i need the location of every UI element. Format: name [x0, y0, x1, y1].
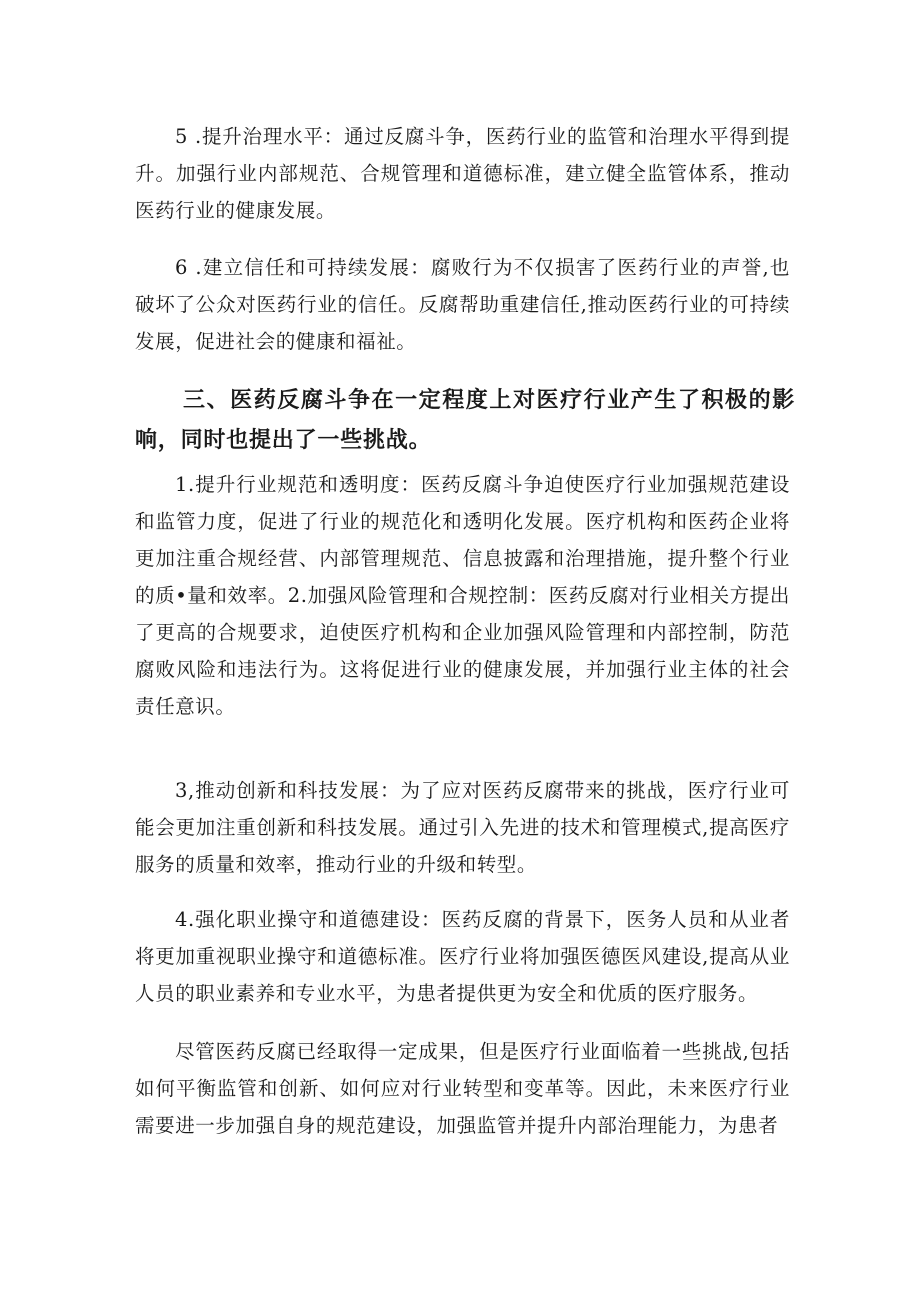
- paragraph-3-innovation: 3,推动创新和科技发展：为了应对医药反腐带来的挑战，医疗行业可能会更加注重创新和科技发展。通过引入先进的技术和管理模式,提高医疗服务的质量和效率，推动行业的升级和转型。: [135, 779, 790, 876]
- paragraph-5-governance: 5 .提升治理水平：通过反腐斗争，医药行业的监管和治理水平得到提升。加强行业内部规范、合规管理和道德标准，建立健全监管体系，推动医药行业的健康发展。: [135, 125, 790, 222]
- paragraph-6-trust: 6 .建立信任和可持续发展：腐败行为不仅损害了医药行业的声誉,也破坏了公众对医药行业的信任。反腐帮助重建信任,推动医药行业的可持续发展，促进社会的健康和福祉。: [135, 256, 790, 353]
- paragraph-4-ethics: 4.强化职业操守和道德建设：医药反腐的背景下，医务人员和从业者将更加重视职业操守和道德标准。医疗行业将加强医德医风建设,提高从业人员的职业素养和专业水平，为患者提供更为安全和优质的医疗服务。: [135, 908, 790, 1005]
- paragraph-1-2-norms-risk: 1.提升行业规范和透明度：医药反腐斗争迫使医疗行业加强规范建设和监管力度，促进了行业的规范化和透明化发展。医疗机构和医药企业将更加注重合规经营、内部管理规范、信息披露和治理措施，提升整个行业的质•量和效率。2.加强风险管理和合规控制：医药反腐对行业相关方提出了更高的合规要求，迫使医疗机构和企业加强风险管理和内部控制，防范腐败风险和违法行为。这将促进行业的健康发展，并加强行业主体的社会责任意识。: [135, 473, 791, 718]
- paragraph-challenges: 尽管医药反腐已经取得一定成果，但是医疗行业面临着一些挑战,包括如何平衡监管和创新、如何应对行业转型和变革等。因此，未来医疗行业需要进一步加强自身的规范建设，加强监管并提升内部治理能力，为患者: [135, 1040, 790, 1137]
- section-heading-3: 三、医药反腐斗争在一定程度上对医疗行业产生了积极的影响，同时也提出了一些挑战。: [135, 388, 795, 453]
